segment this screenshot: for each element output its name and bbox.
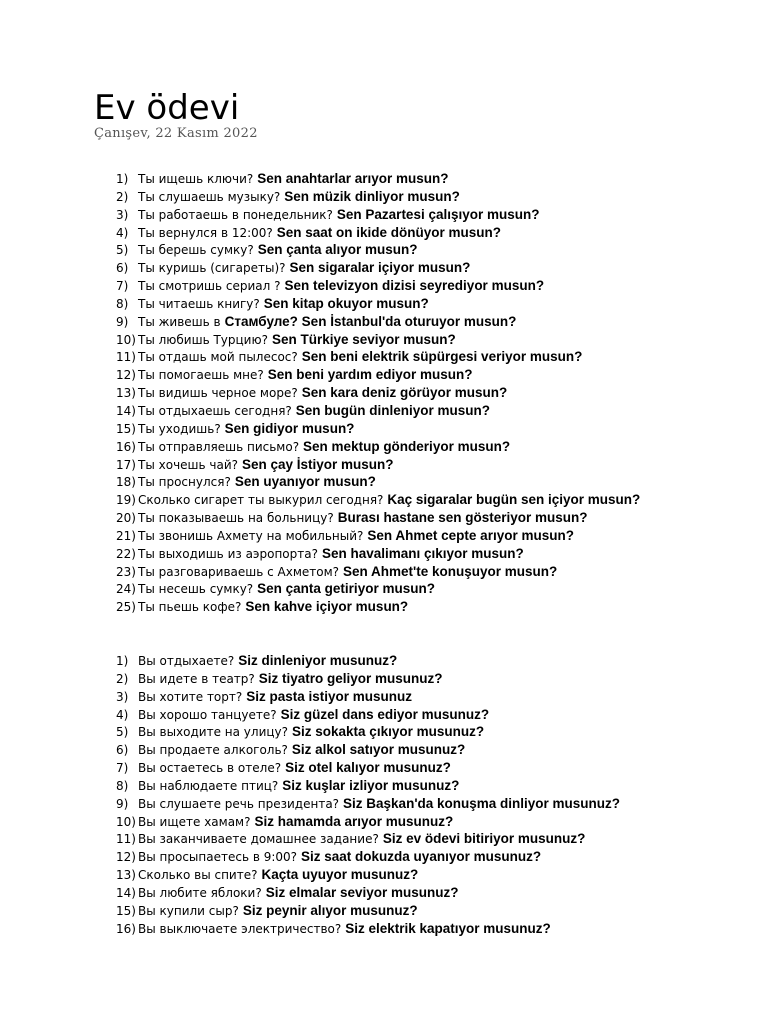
list-item <box>116 848 620 866</box>
russian-question: Ты проснулся? <box>138 475 231 490</box>
item-number: 13) <box>116 868 136 883</box>
russian-question: Вы любите яблоки? <box>138 885 262 900</box>
turkish-translation: Sen saat on ikide dönüyor musun? <box>276 224 502 240</box>
item-number: 22) <box>116 546 136 561</box>
list-item <box>116 813 620 831</box>
turkish-translation: Sen müzik dinliyor musun? <box>284 188 460 204</box>
russian-question: Ты видишь черное море? <box>138 386 298 401</box>
item-number: 15) <box>116 421 136 436</box>
item-number: 20) <box>116 511 136 526</box>
turkish-translation: Sen mektup gönderiyor musun? <box>303 438 511 454</box>
item-number: 1) <box>116 654 129 668</box>
list-item <box>116 313 640 331</box>
turkish-translation: Sen Pazartesi çalışıyor musun? <box>336 206 540 222</box>
list-item <box>116 866 620 884</box>
item-number: 10) <box>116 814 136 829</box>
list-item <box>116 224 640 242</box>
list-item <box>116 580 640 598</box>
item-number: 12) <box>116 368 136 383</box>
item-number: 23) <box>116 564 136 579</box>
turkish-translation: Siz saat dokuzda uyanıyor musunuz? <box>301 849 542 865</box>
russian-question: Ты отправляешь письмо? <box>138 439 300 454</box>
turkish-translation: Siz peynir alıyor musunuz? <box>242 902 418 918</box>
turkish-translation: Sen bugün dinleniyor musun? <box>295 402 491 418</box>
russian-question: Ты работаешь в понедельник? <box>138 207 333 222</box>
list-item <box>116 402 640 420</box>
exercise-list-1 <box>116 170 640 616</box>
russian-question: Ты слушаешь музыку? <box>138 189 281 204</box>
turkish-translation: Sen havalimanı çıkıyor musun? <box>321 545 524 561</box>
russian-question: Ты выходишь из аэропорта? <box>138 546 318 561</box>
list-item <box>116 902 620 920</box>
item-number: 25) <box>116 600 136 615</box>
turkish-translation: Kaç sigaralar bugün sen içiyor musun? <box>387 492 641 508</box>
page-title: Ev ödevi <box>94 88 240 128</box>
item-number: 10) <box>116 332 136 347</box>
item-number: 11) <box>116 350 136 365</box>
turkish-translation: Sen Türkiye seviyor musun? <box>271 331 456 347</box>
item-number: 4) <box>116 225 129 240</box>
russian-question: Вы заканчиваете домашнее задание? <box>138 832 379 847</box>
russian-question: Сколько сигарет ты выкурил сегодня? <box>138 493 384 508</box>
item-number: 13) <box>116 386 136 401</box>
list-item <box>116 277 640 295</box>
russian-question: Ты разговариваешь с Ахметом? <box>138 564 340 579</box>
russian-question: Вы хотите торт? <box>138 689 243 704</box>
russian-question: Ты показываешь на больницу? <box>138 511 334 526</box>
russian-question: Вы выходите на улицу? <box>138 725 289 740</box>
page-subtitle: Çanışev, 22 Kasım 2022 <box>94 126 258 141</box>
russian-question: Ты пьешь кофе? <box>138 600 242 615</box>
item-number: 12) <box>116 850 136 865</box>
item-number: 19) <box>116 493 136 508</box>
russian-question: Вы выключаете электричество? <box>138 921 342 936</box>
turkish-translation: Sen kitap okuyor musun? <box>263 295 429 311</box>
russian-question: Ты отдашь мой пылесос? <box>138 350 298 365</box>
turkish-translation: Sen çay İstiyor musun? <box>242 456 394 472</box>
turkish-translation: Sen Ahmet'te konuşuyor musun? <box>343 563 558 579</box>
list-item <box>116 830 620 848</box>
russian-question: Вы отдыхаете? <box>138 654 235 668</box>
turkish-translation: Siz pasta istiyor musunuz <box>246 688 413 704</box>
item-number: 15) <box>116 903 136 918</box>
russian-question: Ты любишь Турцию? <box>138 332 268 347</box>
russian-question: Вы ищете хамам? <box>138 814 251 829</box>
russian-question: Ты несешь сумку? <box>138 582 254 597</box>
item-number: 4) <box>116 707 129 722</box>
list-item <box>116 670 620 688</box>
russian-question: Ты уходишь? <box>138 421 221 436</box>
russian-question: Ты живешь в <box>138 314 221 329</box>
exercise-list-2 <box>116 652 620 938</box>
turkish-translation: Siz sokakta çıkıyor musunuz? <box>292 724 485 740</box>
list-item <box>116 491 640 509</box>
russian-question: Вы хорошо танцуете? <box>138 707 277 722</box>
list-item <box>116 598 640 616</box>
turkish-translation: Siz elmalar seviyor musunuz? <box>265 884 459 900</box>
list-item <box>116 563 640 581</box>
turkish-translation: Kaçta uyuyor musunuz? <box>261 867 419 883</box>
list-item <box>116 438 640 456</box>
russian-question: Ты берешь сумку? <box>138 243 254 258</box>
item-number: 7) <box>116 761 129 776</box>
list-item <box>116 241 640 259</box>
item-number: 2) <box>116 189 129 204</box>
list-item <box>116 741 620 759</box>
list-item <box>116 545 640 563</box>
russian-question: Вы остаетесь в отеле? <box>138 761 282 776</box>
russian-question: Ты отдыхаешь сегодня? <box>138 403 292 418</box>
turkish-translation: Sen uyanıyor musun? <box>234 474 376 490</box>
list-item <box>116 456 640 474</box>
list-item <box>116 688 620 706</box>
turkish-translation: Siz tiyatro geliyor musunuz? <box>258 670 443 686</box>
list-item <box>116 384 640 402</box>
item-number: 16) <box>116 921 136 936</box>
russian-question: Ты читаешь книгу? <box>138 296 260 311</box>
russian-question: Ты ищешь ключи? <box>138 172 254 186</box>
turkish-translation: Sen Ahmet cepte arıyor musun? <box>367 527 574 543</box>
list-item <box>116 331 640 349</box>
list-item <box>116 295 640 313</box>
russian-question: Ты хочешь чай? <box>138 457 239 472</box>
item-number: 1) <box>116 172 129 186</box>
turkish-translation: Sen gidiyor musun? <box>224 420 355 436</box>
turkish-translation: Siz elektrik kapatıyor musunuz? <box>345 920 551 936</box>
item-number: 8) <box>116 296 129 311</box>
item-number: 2) <box>116 671 129 686</box>
list-item <box>116 527 640 545</box>
list-item <box>116 509 640 527</box>
item-number: 6) <box>116 743 129 758</box>
list-item <box>116 759 620 777</box>
turkish-translation: Siz dinleniyor musunuz? <box>238 653 398 668</box>
list-item <box>116 348 640 366</box>
list-item <box>116 777 620 795</box>
russian-question: Вы продаете алкоголь? <box>138 743 288 758</box>
item-number: 17) <box>116 457 136 472</box>
turkish-translation: Siz güzel dans ediyor musunuz? <box>280 706 490 722</box>
item-number: 8) <box>116 778 129 793</box>
list-item <box>116 706 620 724</box>
item-number: 7) <box>116 279 129 294</box>
turkish-translation: Sen çanta getiriyor musun? <box>257 581 435 597</box>
turkish-translation: Sen sigaralar içiyor musun? <box>289 260 471 276</box>
turkish-translation: Burası hastane sen gösteriyor musun? <box>337 510 588 526</box>
list-item <box>116 723 620 741</box>
item-number: 9) <box>116 314 129 329</box>
turkish-translation: Siz ev ödevi bitiriyor musunuz? <box>382 831 586 847</box>
item-number: 3) <box>116 689 129 704</box>
list-item <box>116 188 640 206</box>
item-number: 9) <box>116 796 129 811</box>
item-number: 24) <box>116 582 136 597</box>
russian-question: Ты куришь (сигареты)? <box>138 261 286 276</box>
list-item <box>116 170 640 188</box>
item-number: 6) <box>116 261 129 276</box>
item-number: 11) <box>116 832 136 847</box>
list-item <box>116 366 640 384</box>
turkish-translation: Siz otel kalıyor musunuz? <box>285 760 451 776</box>
item-number: 14) <box>116 403 136 418</box>
item-number: 5) <box>116 243 129 258</box>
turkish-translation: Sen beni yardım ediyor musun? <box>267 367 473 383</box>
russian-question: Вы наблюдаете птиц? <box>138 778 279 793</box>
turkish-translation: Sen anahtarlar arıyor musun? <box>257 171 449 186</box>
item-number: 3) <box>116 207 129 222</box>
russian-question: Ты вернулся в 12:00? <box>138 225 273 240</box>
russian-question: Вы просыпаетесь в 9:00? <box>138 850 298 865</box>
russian-question: Ты помогаешь мне? <box>138 368 264 383</box>
item-number: 21) <box>116 528 136 543</box>
turkish-translation: Siz kuşlar izliyor musunuz? <box>282 777 460 793</box>
item-number: 5) <box>116 725 129 740</box>
list-item <box>116 920 620 938</box>
russian-question: Сколько вы спите? <box>138 868 258 883</box>
turkish-translation: Sen televizyon dizisi seyrediyor musun? <box>284 278 545 294</box>
turkish-translation: Sen beni elektrik süpürgesi veriyor musun? <box>301 349 583 365</box>
russian-question: Вы купили сыр? <box>138 903 239 918</box>
russian-question: Ты звонишь Ахмету на мобильный? <box>138 528 364 543</box>
turkish-translation: Siz alkol satıyor musunuz? <box>291 742 466 758</box>
turkish-translation: Sen kahve içiyor musun? <box>245 599 409 615</box>
list-item <box>116 795 620 813</box>
list-item <box>116 206 640 224</box>
russian-question: Ты смотришь сериал ? <box>138 279 281 294</box>
list-item <box>116 652 620 670</box>
turkish-translation: Стамбуле? Sen İstanbul'da oturuyor musun? <box>224 313 517 329</box>
turkish-translation: Siz Başkan'da konuşma dinliyor musunuz? <box>343 795 621 811</box>
russian-question: Вы идете в театр? <box>138 671 255 686</box>
turkish-translation: Siz hamamda arıyor musunuz? <box>254 813 454 829</box>
russian-question: Вы слушаете речь президента? <box>138 796 340 811</box>
turkish-translation: Sen kara deniz görüyor musun? <box>301 385 508 401</box>
list-item <box>116 884 620 902</box>
list-item <box>116 259 640 277</box>
turkish-translation: Sen çanta alıyor musun? <box>257 242 418 258</box>
list-item <box>116 420 640 438</box>
item-number: 14) <box>116 885 136 900</box>
list-item <box>116 473 640 491</box>
item-number: 18) <box>116 475 136 490</box>
item-number: 16) <box>116 439 136 454</box>
